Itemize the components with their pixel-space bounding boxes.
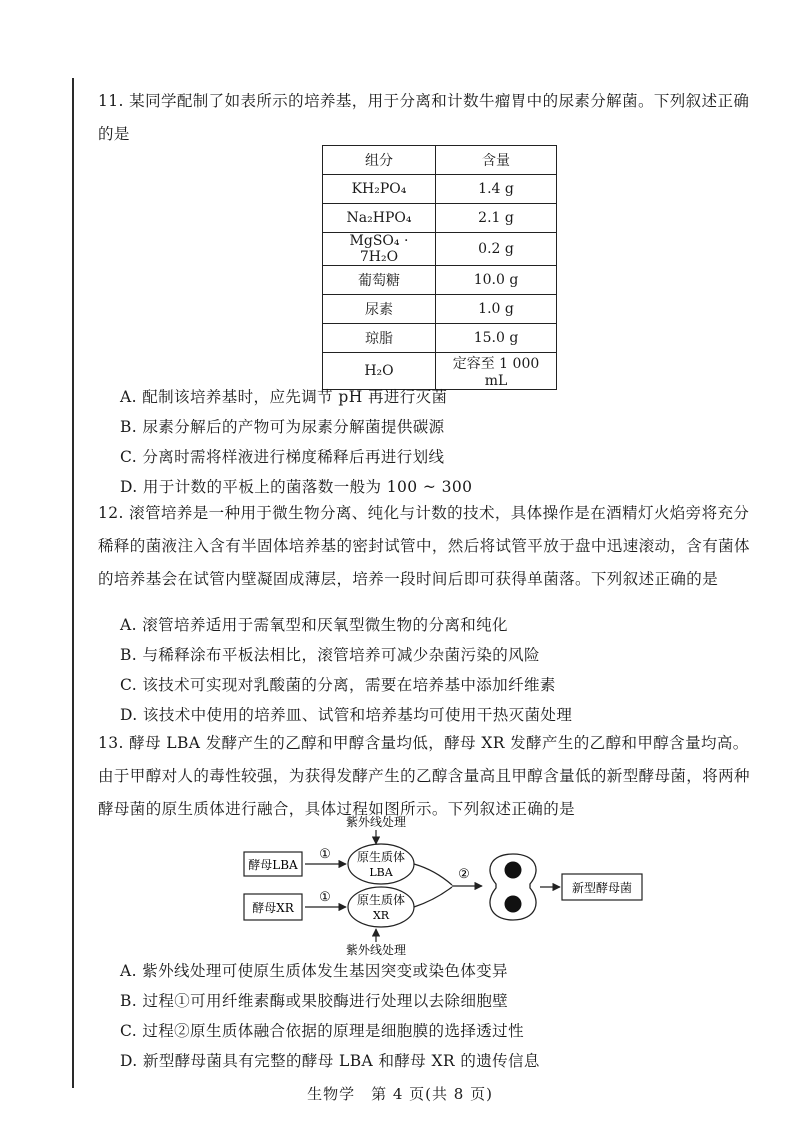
row-amount: 2.1 g <box>436 204 557 233</box>
table-row <box>323 204 557 233</box>
protoplast-xr-sublabel: XR <box>372 909 390 922</box>
binding-margin-line <box>72 78 74 1088</box>
row-amount: 1.4 g <box>436 175 557 204</box>
new-yeast-label: 新型酵母菌 <box>571 881 633 895</box>
q12-option-d: D. 该技术中使用的培养皿、试管和培养基均可使用干热灭菌处理 <box>120 706 573 724</box>
row-component: KH₂PO₄ <box>323 175 436 204</box>
protoplast-lba-sublabel: LBA <box>369 866 393 879</box>
table-row <box>323 324 557 353</box>
q12-option-b: B. 与稀释涂布平板法相比，滚管培养可减少杂菌污染的风险 <box>120 646 540 664</box>
table-row <box>323 175 557 204</box>
row-amount: 0.2 g <box>436 233 557 266</box>
row-component: 葡萄糖 <box>323 266 436 295</box>
q11-option-a: A. 配制该培养基时，应先调节 pH 再进行灭菌 <box>120 388 448 406</box>
row-amount: 1.0 g <box>436 295 557 324</box>
row-amount: 15.0 g <box>436 324 557 353</box>
fused-cell-icon <box>490 854 536 920</box>
row-component: 尿素 <box>323 295 436 324</box>
q13-stem: 13. 酵母 LBA 发酵产生的乙醇和甲醇含量均低，酵母 XR 发酵产生的乙醇和甲醇含量均高。由于甲醇对人的毒性较强，为获得发酵产生的乙醇含量高且甲醇含量低的新型酵母菌，将两种酵母菌的原生质体进行融合，具体过程如图所示。下列叙述正确的是 <box>98 734 750 818</box>
q11-stem: 11. 某同学配制了如表所示的培养基，用于分离和计数牛瘤胃中的尿素分解菌。下列叙述正确的是 <box>98 92 750 143</box>
protoplast-fusion-diagram <box>230 808 650 958</box>
yeast-xr-label: 酵母XR <box>252 901 294 915</box>
step1-label-bottom: ① <box>319 890 331 905</box>
row-amount: 10.0 g <box>436 266 557 295</box>
table-row <box>323 295 557 324</box>
q11-option-d: D. 用于计数的平板上的菌落数一般为 100 ~ 300 <box>120 478 473 496</box>
row-amount: 定容至 1 000 mL <box>436 353 557 390</box>
medium-composition-table <box>322 145 557 390</box>
page-footer: 生物学 第 4 页(共 8 页) <box>307 1085 493 1103</box>
q13-option-a: A. 紫外线处理可使原生质体发生基因突变或染色体变异 <box>120 962 508 980</box>
q12-stem: 12. 滚管培养是一种用于微生物分离、纯化与计数的技术，具体操作是在酒精灯火焰旁将充分稀释的菌液注入含有半固体培养基的密封试管中，然后将试管平放于盘中迅速滚动，含有菌体的培养基会在试管内壁凝固成薄层，培养一段时间后即可获得单菌落。下列叙述正确的是 <box>98 504 750 588</box>
q13-option-c: C. 过程②原生质体融合依据的原理是细胞膜的选择透过性 <box>120 1022 524 1040</box>
table-row <box>323 233 557 266</box>
row-component: 琼脂 <box>323 324 436 353</box>
header-component: 组分 <box>323 146 436 175</box>
uv-treatment-top-label: 紫外线处理 <box>345 815 407 829</box>
row-component: Na₂HPO₄ <box>323 204 436 233</box>
row-component: H₂O <box>323 353 436 390</box>
q13-option-d: D. 新型酵母菌具有完整的酵母 LBA 和酵母 XR 的遗传信息 <box>120 1052 540 1070</box>
yeast-lba-label: 酵母LBA <box>248 858 298 872</box>
protoplast-xr-label: 原生质体 <box>356 893 406 907</box>
q11-option-c: C. 分离时需将样液进行梯度稀释后再进行划线 <box>120 448 445 466</box>
table-row <box>323 266 557 295</box>
header-amount: 含量 <box>436 146 557 175</box>
step2-label: ② <box>458 867 470 882</box>
protoplast-lba-label: 原生质体 <box>356 850 406 864</box>
q12-option-c: C. 该技术可实现对乳酸菌的分离，需要在培养基中添加纤维素 <box>120 676 556 694</box>
q13-option-b: B. 过程①可用纤维素酶或果胶酶进行处理以去除细胞壁 <box>120 992 509 1010</box>
q11-option-b: B. 尿素分解后的产物可为尿素分解菌提供碳源 <box>120 418 445 436</box>
row-component: MgSO₄ · 7H₂O <box>323 233 436 266</box>
q12-option-a: A. 滚管培养适用于需氧型和厌氧型微生物的分离和纯化 <box>120 616 508 634</box>
table-header-row <box>323 146 557 175</box>
step1-label-top: ① <box>319 847 331 862</box>
uv-treatment-bottom-label: 紫外线处理 <box>345 943 407 957</box>
